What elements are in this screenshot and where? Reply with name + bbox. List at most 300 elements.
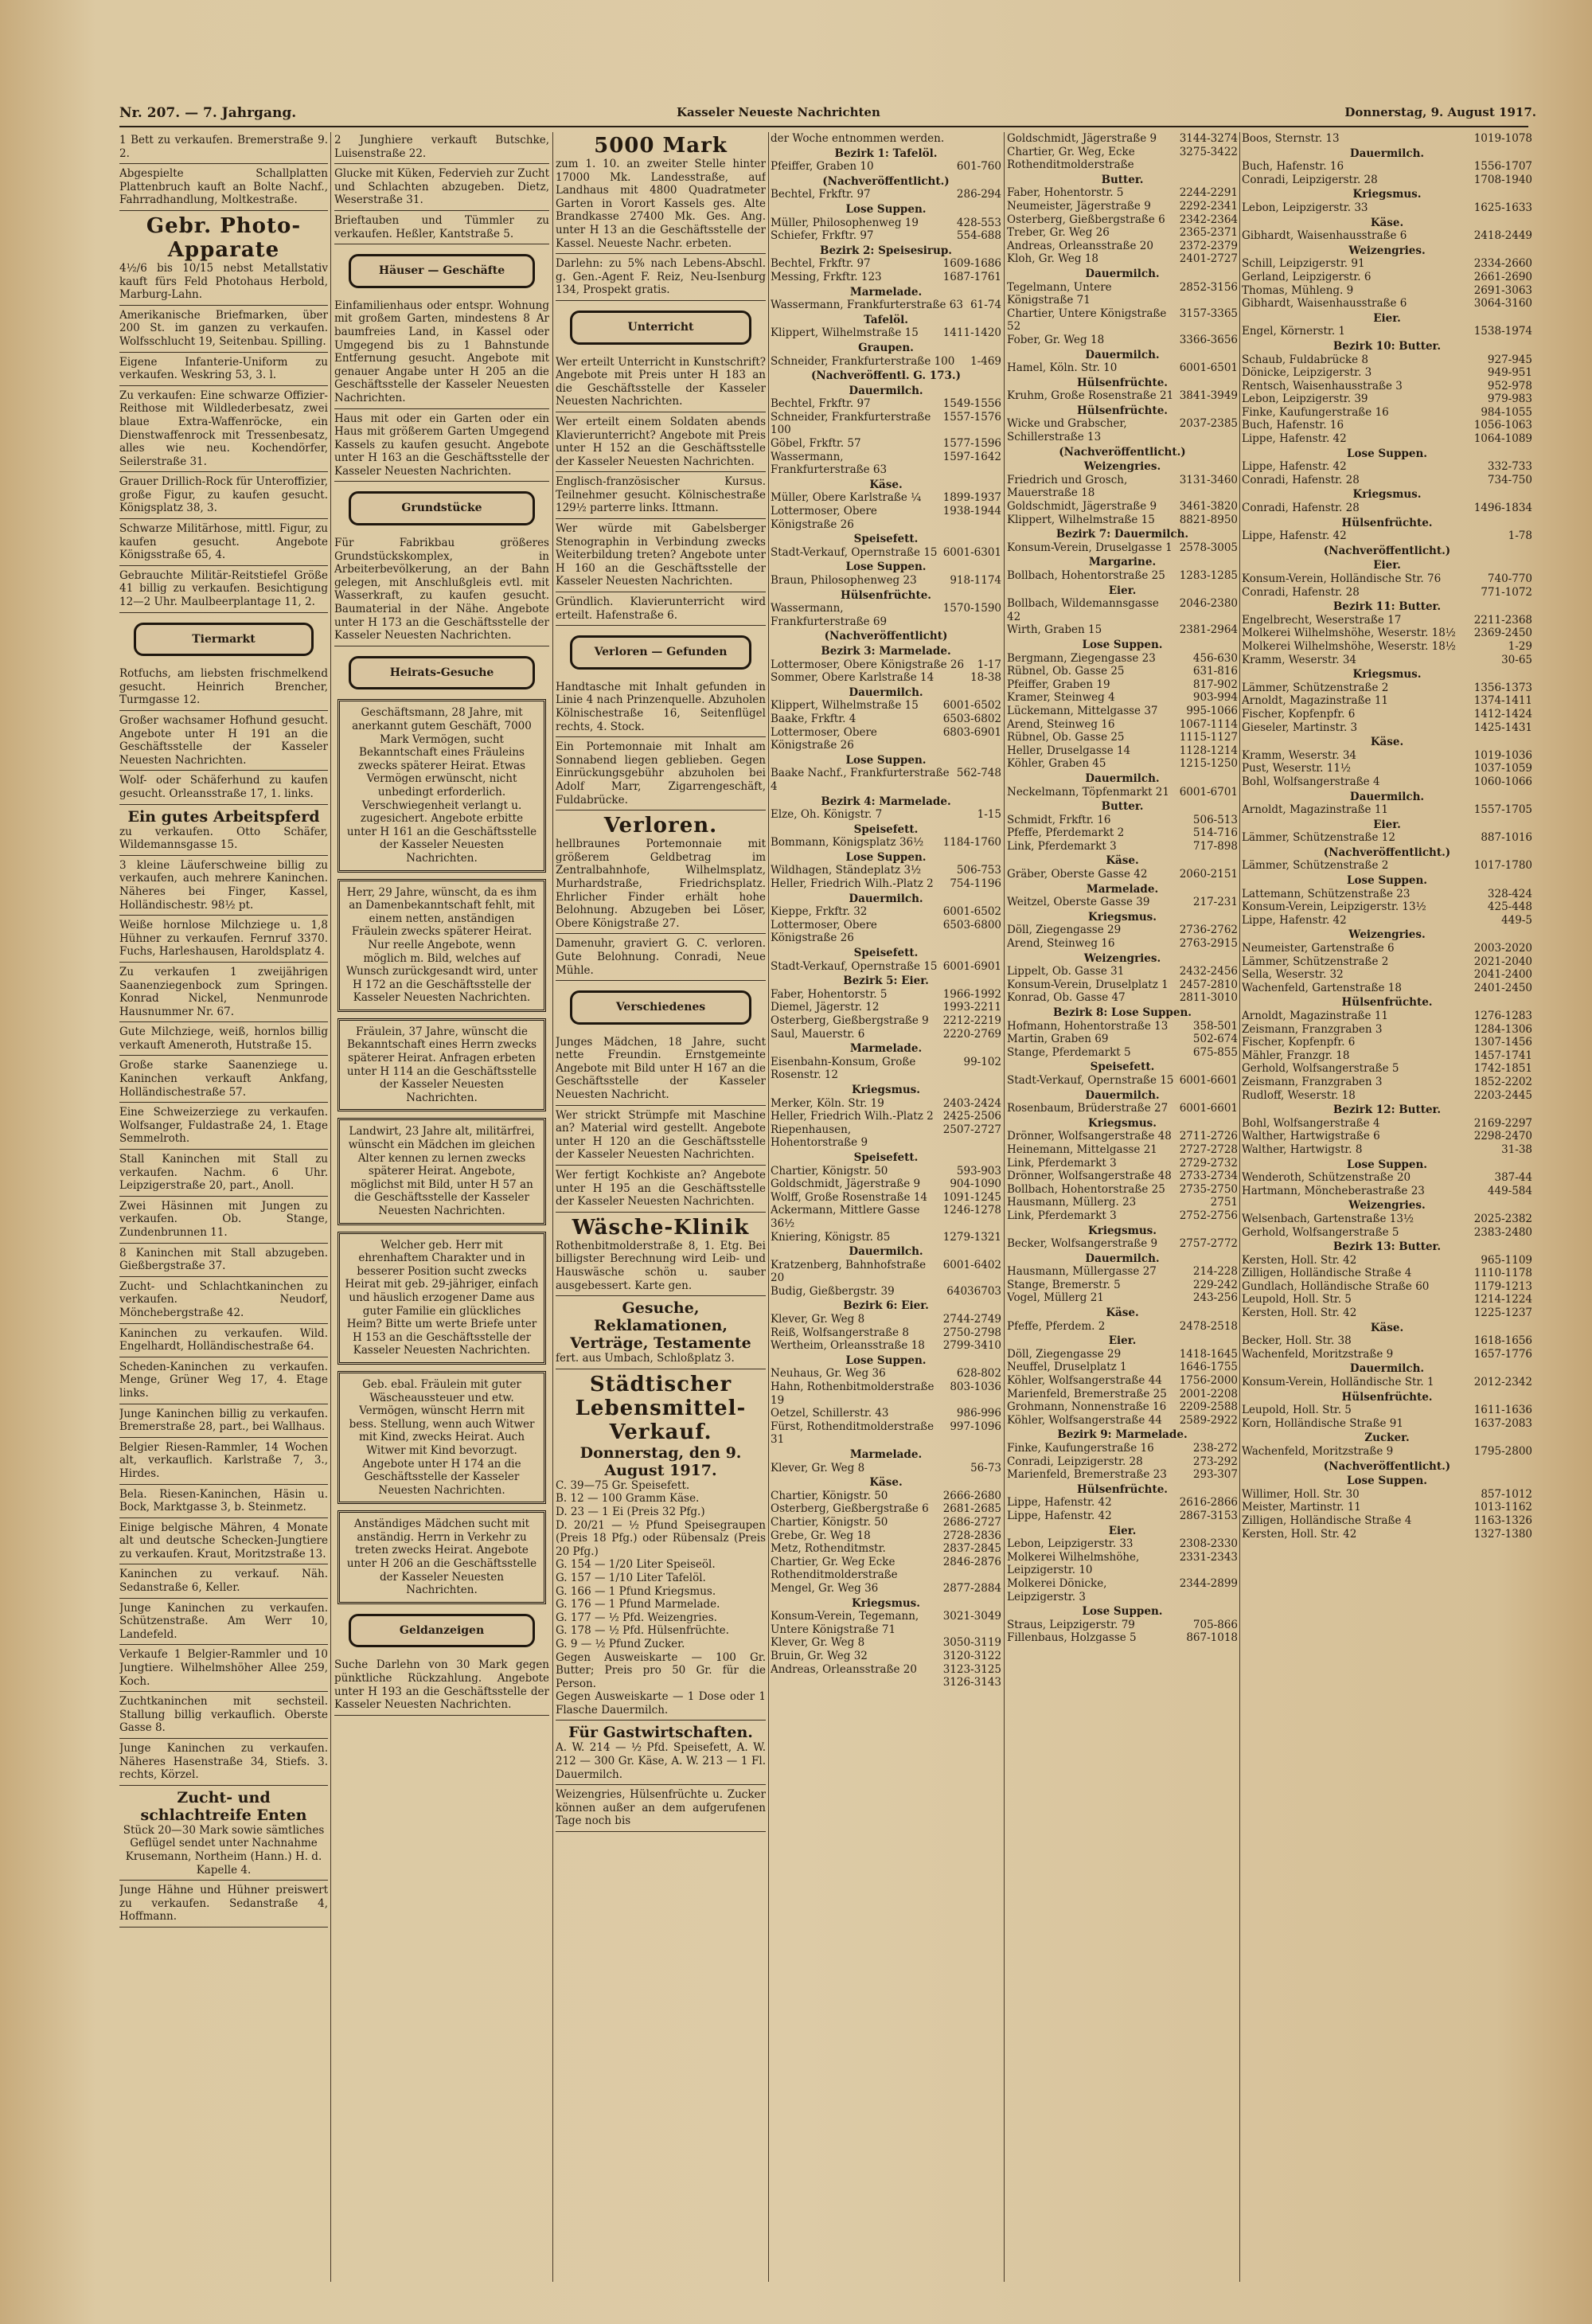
list-item xyxy=(771,257,1001,271)
vendor-name: Lottermoser, Obere Königstraße 26 xyxy=(771,918,877,945)
column-4 xyxy=(771,132,1001,2282)
list-item xyxy=(1242,721,1532,735)
vendor-name: Kersten, Holl. Str. 42 xyxy=(1242,1307,1357,1320)
list-item xyxy=(771,1556,1001,1582)
list-item xyxy=(1242,432,1532,446)
number-range: 803-1036 xyxy=(950,1381,1001,1394)
vendor-name: Bechtel, Frkftr. 97 xyxy=(771,257,871,271)
vendor-name: Arnoldt, Magazinstraße 11 xyxy=(1242,803,1389,817)
number-range: 3841-3949 xyxy=(1179,389,1238,403)
vendor-name: Tegelmann, Untere Königstraße 71 xyxy=(1007,280,1112,307)
vendor-name: Molkerei Dönicke, Leipzigerstr. 3 xyxy=(1007,1576,1107,1603)
ration-distribution-list xyxy=(1007,132,1238,1645)
number-range: 3064-3160 xyxy=(1473,297,1532,311)
vendor-name: Willimer, Holl. Str. 30 xyxy=(1242,1487,1360,1501)
category-heading: Butter. xyxy=(1101,800,1144,814)
list-item xyxy=(1007,924,1238,937)
number-range: 2751 xyxy=(1210,1196,1238,1209)
vendor-name: Pfeiffer, Graben 19 xyxy=(1007,678,1110,691)
classified-ad: Für Fabrikbau größeres Grundstückskomplex, in Arbeiterbevölkerung, an der Bahn gelegen, mit Anschlußgleis evtl. mit Wasserkraft, zu kaufen gesucht. Baumaterial in der Nähe. Angebote unter H 173 an die Geschäftsstelle der Kasseler Neuesten Nachrichten. xyxy=(334,535,549,646)
vendor-name: Boos, Sternstr. 13 xyxy=(1242,132,1340,145)
number-range: 1557-1705 xyxy=(1473,803,1532,817)
number-range: 1556-1707 xyxy=(1473,160,1532,174)
classified-ad: Weizengries, Hülsenfrüchte u. Zucker können außer an dem aufgerufenen Tage noch bis xyxy=(556,1787,766,1832)
list-item xyxy=(1007,937,1238,951)
category-heading: Lose Suppen. xyxy=(1082,1605,1163,1619)
vendor-name: Gibhardt, Waisenhausstraße 6 xyxy=(1242,297,1407,311)
number-range: 628-802 xyxy=(956,1367,1001,1381)
category-heading: Käse. xyxy=(869,478,903,491)
list-item xyxy=(1242,460,1532,474)
number-range: 1163-1326 xyxy=(1473,1514,1532,1527)
classified-ad: Zu verkaufen: Eine schwarze Offizier-Reithose mit Wildlederbesatz, zwei blaue Extra-Waffenröcke, ein Dienstwaffenrock mit Tressenbesatz, alles wie neu. Kochendörfer, Seilerstraße 31. xyxy=(119,388,328,473)
ration-item: G. 177 — ½ Pfd. Weizengries. xyxy=(556,1611,717,1624)
vendor-name: Rudloff, Weserstr. 18 xyxy=(1242,1088,1356,1102)
list-item xyxy=(1242,201,1532,215)
number-range: 332-733 xyxy=(1487,460,1532,474)
number-range: 2752-2756 xyxy=(1179,1209,1238,1222)
list-item xyxy=(1242,1130,1532,1143)
vendor-name: Göbel, Frkftr. 57 xyxy=(771,437,861,451)
number-range: 1019-1036 xyxy=(1473,748,1532,762)
number-range: 995-1066 xyxy=(1186,704,1238,717)
number-range: 554-688 xyxy=(956,229,1001,243)
vendor-name: Mähler, Franzgr. 18 xyxy=(1242,1049,1350,1062)
vendor-name: Bruin, Gr. Weg 32 xyxy=(771,1649,868,1662)
column-divider xyxy=(1239,132,1240,2282)
number-range: 2867-3153 xyxy=(1179,1509,1238,1522)
list-item xyxy=(771,1516,1001,1529)
vendor-name: Döll, Ziegengasse 29 xyxy=(1007,924,1122,937)
list-item xyxy=(771,160,1001,174)
number-range: 2686-2727 xyxy=(942,1515,1001,1529)
number-range: 1570-1590 xyxy=(942,602,1001,615)
ad-text: Rothenbitmolderstraße 8, 1. Etg. Bei billigster Berechnung wird Leib- und Hauswäsche schön u. sauber ausgebessert. Karte gen. xyxy=(556,1239,766,1292)
vendor-name: Konsum-Verein, Holländische Str. 76 xyxy=(1242,572,1442,585)
list-item xyxy=(1007,1033,1238,1046)
vendor-name: Rübnel, Ob. Gasse 25 xyxy=(1007,665,1125,678)
number-range: 449-584 xyxy=(1487,1184,1532,1197)
list-item xyxy=(771,437,1001,451)
category-heading: Kriegsmus. xyxy=(1352,488,1422,502)
vendor-name: Conradi, Hafenstr. 28 xyxy=(1242,473,1360,486)
list-item xyxy=(1242,419,1532,432)
number-range: 979-983 xyxy=(1487,393,1532,406)
list-item xyxy=(1007,1388,1238,1401)
list-item xyxy=(1242,1293,1532,1307)
number-range: 2744-2749 xyxy=(942,1313,1001,1326)
vendor-name: Köhler, Wolfsangerstraße 44 xyxy=(1007,1374,1162,1388)
number-range: 61-74 xyxy=(970,299,1001,312)
number-range: 1013-1162 xyxy=(1473,1501,1532,1514)
classified-ad: Belgier Riesen-Rammler, 14 Wochen alt, verkauflich. Karlstraße 7, 3., Hirdes. xyxy=(119,1439,328,1485)
number-range: 6001-6502 xyxy=(942,905,1001,919)
category-heading: Tafelöl. xyxy=(864,313,908,326)
number-range: 3157-3365 xyxy=(1179,307,1238,320)
list-item xyxy=(1242,284,1532,298)
vendor-name: Wassermann, Frankfurterstraße 69 xyxy=(771,602,888,628)
list-item xyxy=(1007,307,1238,334)
number-range: 952-978 xyxy=(1487,379,1532,393)
ration-item: G. 154 — 1/20 Liter Speiseöl. xyxy=(556,1558,716,1572)
vendor-name: Chartier, Gr. Weg, Ecke Rothenditmolderstraße xyxy=(1007,145,1135,172)
vendor-name: Conradi, Leipzigerstr. 28 xyxy=(1007,1455,1143,1468)
number-range: 2589-2922 xyxy=(1179,1413,1238,1427)
list-item xyxy=(1007,1020,1238,1033)
list-item xyxy=(1242,1445,1532,1459)
list-item xyxy=(771,1502,1001,1516)
list-item xyxy=(1007,665,1238,678)
vendor-name: Müller, Obere Karlstraße ¼ xyxy=(771,491,922,505)
vendor-name: Chartier, Gr. Weg Ecke Rothenditmolderstraße xyxy=(771,1555,898,1582)
list-item xyxy=(771,658,1001,672)
classified-ad: Zwei Häsinnen mit Jungen zu verkaufen. Ob. Stange, Zundenbrunnen 11. xyxy=(119,1198,328,1244)
classified-ad: Zu verkaufen 1 zweijährigen Saanenziegenbock zum Springen. Konrad Nickel, Nenmunrode Hausnummer Nr. 67. xyxy=(119,964,328,1022)
vendor-name: Marienfeld, Bremerstraße 25 xyxy=(1007,1387,1167,1400)
classified-ad: Geb. ebal. Fräulein mit guter Wäscheaussteuer und etw. Vermögen, wünscht Herrn mit bess. Stellung, wenn auch Witwer mit Kind, zwecks Heirat. Auch Witwer mit Kind bevorzugt. Angebote unter H 174 an die Geschäftsstelle der Kasseler Neuesten Nachrichten. xyxy=(338,1371,546,1504)
vendor-name: Fober, Gr. Weg 18 xyxy=(1007,333,1105,346)
classified-ad: Junge Kaninchen zu verkaufen. Schützenstraße. Am Werr 10, Landefeld. xyxy=(119,1600,328,1646)
ration-item-list xyxy=(556,1479,766,1717)
column-divider xyxy=(552,132,553,2282)
classified-ad: Brieftauben und Tümmler zu verkaufen. Heßler, Kantstraße 5. xyxy=(334,213,549,244)
category-heading: Marmelade. xyxy=(849,285,923,299)
ad-headline: Wäsche-Klinik xyxy=(572,1215,750,1240)
number-range: 2425-2506 xyxy=(942,1110,1001,1123)
number-range: 1938-1944 xyxy=(942,505,1001,518)
vendor-name: Konsum-Verein, Druselplatz 1 xyxy=(1007,978,1169,991)
vendor-name: Merker, Köln. Str. 19 xyxy=(771,1096,884,1110)
list-item xyxy=(771,726,1001,752)
vendor-name: Stange, Bremerstr. 5 xyxy=(1007,1278,1121,1291)
number-range: 1115-1127 xyxy=(1179,731,1238,744)
number-range: 1742-1851 xyxy=(1473,1062,1532,1076)
vendor-name: Köhler, Graben 45 xyxy=(1007,757,1106,771)
vendor-name: Bollbach, Wildemannsgasse 42 xyxy=(1007,597,1159,623)
number-range: 867-1018 xyxy=(1186,1631,1238,1645)
category-heading: Dauermilch. xyxy=(849,892,923,905)
number-range: 1618-1656 xyxy=(1473,1334,1532,1348)
list-item xyxy=(1007,1577,1238,1603)
vendor-name: Goldschmidt, Jägerstraße 9 xyxy=(1007,132,1157,145)
ration-item: G. 166 — 1 Pfund Kriegsmus. xyxy=(556,1584,716,1598)
ad-headline: Ein gutes Arbeitspferd xyxy=(127,807,320,826)
number-range: 2735-2750 xyxy=(1179,1182,1238,1196)
list-item xyxy=(771,451,1001,477)
category-heading: Butter. xyxy=(1101,173,1144,186)
number-range: 2478-2518 xyxy=(1179,1319,1238,1333)
vendor-name: Konsum-Verein, Tegemann, Untere Königstraße 71 xyxy=(771,1610,919,1636)
classified-ad: Junge Hähne und Hühner preiswert zu verkaufen. Sedanstraße 4, Hoffmann. xyxy=(119,1882,328,1928)
list-item xyxy=(1242,160,1532,174)
vendor-name: Kruhm, Große Rosenstraße 21 xyxy=(1007,389,1174,403)
vendor-name: Bollbach, Hohentorstraße 25 xyxy=(1007,1182,1165,1196)
category-heading: (Nachveröffentlicht.) xyxy=(1323,1459,1451,1473)
category-heading: Kriegsmus. xyxy=(1087,910,1157,924)
number-range: 2308-2330 xyxy=(1179,1537,1238,1551)
vendor-name: Fillenbaus, Holzgasse 5 xyxy=(1007,1631,1137,1645)
list-item xyxy=(771,299,1001,312)
list-item xyxy=(1007,1374,1238,1388)
classified-ad: 3 kleine Läuferschweine billig zu verkaufen, auch mehrere Kaninchen. Näheres bei Finger, Kassel, Holländischestr. 98½ pt. xyxy=(119,857,328,916)
list-item xyxy=(771,767,1001,793)
vendor-name: Andreas, Orleansstraße 20 xyxy=(771,1662,917,1676)
list-item xyxy=(771,411,1001,437)
list-item xyxy=(771,864,1001,877)
vendor-name: Hahn, Rothenbitmolderstraße 19 xyxy=(771,1381,935,1407)
number-range: 3131-3460 xyxy=(1179,473,1238,486)
number-range: 1179-1213 xyxy=(1473,1279,1532,1293)
number-range: 1283-1285 xyxy=(1179,569,1238,582)
number-range: 2728-2836 xyxy=(942,1529,1001,1542)
category-heading: Kriegsmus. xyxy=(1087,1224,1157,1237)
issue-number: Nr. 207. — 7. Jahrgang. xyxy=(119,105,297,121)
vendor-name: Lämmer, Schützenstraße 12 xyxy=(1242,831,1395,845)
list-item xyxy=(1242,654,1532,667)
number-range: 425-448 xyxy=(1487,900,1532,914)
classified-ad: Wer erteilt einem Soldaten abends Klavierunterricht? Angebote mit Preis unter H 152 an die Geschäftsstelle der Kasseler Neuesten Nachrichten. xyxy=(556,414,766,472)
number-range: 1496-1834 xyxy=(1473,502,1532,515)
list-item xyxy=(1007,1143,1238,1157)
list-item xyxy=(1007,678,1238,692)
ad-text: 4½/6 bis 10/15 nebst Metallstativ kauft fürs Feld Photohaus Herbold, Marburg-Lahn. xyxy=(119,261,328,302)
number-range: 754-1196 xyxy=(950,877,1001,891)
number-range: 2616-2866 xyxy=(1179,1496,1238,1510)
category-heading: Käse. xyxy=(1106,854,1139,868)
vendor-name: Klippert, Wilhelmstraße 15 xyxy=(771,326,919,340)
list-item xyxy=(1007,1442,1238,1455)
list-item xyxy=(771,1028,1001,1041)
classified-ad: Wer würde mit Gabelsberger Stenographin in Verbindung zwecks Weiterbildung treten? Angebote unter H 160 an die Geschäftsstelle der Kasseler Neuesten Nachrichten. xyxy=(556,521,766,592)
list-item xyxy=(1242,586,1532,600)
category-heading: Zucker. xyxy=(1364,1432,1410,1445)
vendor-name: Bohl, Wolfsangerstraße 4 xyxy=(1242,1116,1380,1130)
ad-text: hellbraunes Portemonnaie mit größerem Geldbetrag im Zentralbahnhofe, Wilhelmsplatz, Murhardstraße, Friedrichsplatz. Ehrlicher Finder erhält hohe Belohnung. Abzugeben bei Löser, Obere Königstraße 27. xyxy=(556,838,766,930)
classified-ad: 8 Kaninchen mit Stall abzugeben. Gießbergstraße 37. xyxy=(119,1245,328,1277)
column-1 xyxy=(119,132,328,2282)
number-range: 857-1012 xyxy=(1481,1487,1532,1501)
list-item xyxy=(1007,1196,1238,1209)
number-range: 2507-2727 xyxy=(942,1123,1001,1136)
list-item xyxy=(1242,406,1532,420)
category-heading: Kriegsmus. xyxy=(1352,668,1422,682)
classified-ad: Rotfuchs, am liebsten frischmelkend gesucht. Heinrich Brencher, Turmgasse 12. xyxy=(119,666,328,711)
list-item xyxy=(1007,705,1238,718)
list-item xyxy=(771,326,1001,340)
category-heading: (Nachveröffentl. G. 173.) xyxy=(810,369,962,383)
list-item xyxy=(1007,252,1238,266)
number-range: 64036703 xyxy=(946,1284,1001,1298)
number-range: 2292-2341 xyxy=(1179,199,1238,213)
number-range: 2711-2726 xyxy=(1179,1130,1238,1143)
number-range: 1611-1636 xyxy=(1473,1404,1532,1417)
vendor-name: Andreas, Orleansstraße 20 xyxy=(1007,239,1153,252)
list-item xyxy=(1242,762,1532,775)
number-range: 2209-2588 xyxy=(1179,1400,1238,1414)
list-item xyxy=(1007,361,1238,375)
vendor-name: Pfeffe, Pferdemarkt 2 xyxy=(1007,826,1125,840)
vendor-name: Müller, Philosophenweg 19 xyxy=(771,216,919,229)
vendor-name: Leupold, Holl. Str. 5 xyxy=(1242,1404,1352,1417)
ration-item: D. 23 — 1 Ei (Preis 32 Pfg.) xyxy=(556,1505,705,1518)
classified-ad: Gründlich. Klavierunterricht wird erteilt. Hafenstraße 6. xyxy=(556,594,766,626)
number-range: 927-945 xyxy=(1487,353,1532,366)
category-heading: Bezirk 12: Butter. xyxy=(1333,1103,1442,1117)
ad-headline: 5000 Mark xyxy=(594,134,728,158)
category-heading: Eier. xyxy=(1108,1334,1137,1348)
number-range: 8821-8950 xyxy=(1179,513,1238,526)
number-range: 1374-1411 xyxy=(1473,694,1532,708)
list-item xyxy=(1007,334,1238,347)
category-heading: Käse. xyxy=(869,1476,903,1490)
classified-ad: Junges Mädchen, 18 Jahre, sucht nette Freundin. Ernstgemeinte Angebote mit Bild unter H 167 an die Geschäftsstelle der Kasseler Neuesten Nachricht. xyxy=(556,1034,766,1106)
number-range: 1577-1596 xyxy=(942,437,1001,451)
category-heading: Lose Suppen. xyxy=(845,1353,927,1367)
list-item xyxy=(771,1259,1001,1285)
list-item xyxy=(771,1165,1001,1178)
vendor-name: Arnoldt, Magazinstraße 11 xyxy=(1242,694,1389,708)
vendor-name: Stadt-Verkauf, Opernstraße 15 xyxy=(771,545,938,559)
list-item xyxy=(1242,1185,1532,1198)
section-heading-box: Geldanzeigen xyxy=(349,1614,535,1648)
section-heading-box: Häuser — Geschäfte xyxy=(349,254,535,288)
classified-ad xyxy=(119,1787,328,1881)
vendor-name: Dönicke, Leipzigerstr. 3 xyxy=(1242,366,1372,380)
category-heading: Dauermilch. xyxy=(1085,1252,1160,1265)
vendor-name: Stadt-Verkauf, Opernstraße 15 xyxy=(1007,1073,1174,1087)
vendor-name: Drönner, Wolfsangerstraße 48 xyxy=(1007,1130,1172,1143)
list-item xyxy=(1007,623,1238,637)
ad-headline: Gesuche, Reklamationen, Verträge, Testamente xyxy=(570,1299,751,1353)
ad-headline: Zucht- und schlachtreife Enten xyxy=(140,1788,307,1824)
classified-ad: Glucke mit Küken, Federvieh zur Zucht und Schlachten abzugeben. Dietz, Weserstraße 31. xyxy=(334,166,549,211)
column-3 xyxy=(556,132,766,2282)
vendor-name: Budig, Gießbergstr. 39 xyxy=(771,1284,895,1298)
number-range: 2298-2470 xyxy=(1473,1130,1532,1143)
vendor-name: Korn, Holländische Straße 91 xyxy=(1242,1416,1403,1430)
number-range: 1795-2800 xyxy=(1473,1445,1532,1458)
classified-ad xyxy=(556,1298,766,1369)
number-range: 2046-2380 xyxy=(1179,597,1238,611)
classified-ad: Einfamilienhaus oder entspr. Wohnung mit großem Garten, mindestens 8 Ar baumfreies Land, in Kassel oder Umgegend bis zu 1 Bahnstunde Entfernung gesucht. Angebote mit genauer Angabe unter H 205 an die Geschäftsstelle der Kasseler Neuesten Nachrichten. xyxy=(334,298,549,409)
ad-text: Stück 20—30 Mark sowie sämtliches Geflügel sendet unter Nachnahme Krusemann, Northeim (Hann.) H. d. Kapelle 4. xyxy=(123,1823,325,1877)
list-item xyxy=(771,1407,1001,1420)
number-range: 965-1109 xyxy=(1481,1253,1532,1267)
vendor-name: Grohmann, Nonnenstraße 16 xyxy=(1007,1400,1167,1414)
number-range: 562-748 xyxy=(956,767,1001,780)
list-item xyxy=(1007,718,1238,732)
classified-ad xyxy=(556,1722,766,1785)
number-range: 6001-6501 xyxy=(1179,361,1238,375)
vendor-name: Eisenbahn-Konsum, Große Rosenstr. 12 xyxy=(771,1055,916,1082)
vendor-name: Zilligen, Holländische Straße 4 xyxy=(1242,1267,1412,1280)
number-range: 3050-3119 xyxy=(942,1636,1001,1650)
number-range: 1-29 xyxy=(1508,639,1532,653)
classified-ad: Junge Kaninchen zu verkaufen. Näheres Hasenstraße 34, Stiefs. 3. rechts, Körzel. xyxy=(119,1740,328,1786)
classified-ad: Fräulein, 37 Jahre, wünscht die Bekanntschaft eines Herrn zwecks späterer Heirat. Anfragen erbeten unter H 114 an die Geschäftsstelle der Kasseler Neuesten Nachrichten. xyxy=(338,1018,546,1112)
vendor-name: Rentsch, Waisenhausstraße 3 xyxy=(1242,379,1403,393)
list-item xyxy=(771,808,1001,822)
vendor-name: Lebon, Leipzigerstr. 33 xyxy=(1242,201,1368,214)
number-range: 2578-3005 xyxy=(1179,541,1238,554)
list-item xyxy=(1242,982,1532,995)
vendor-name: Fischer, Kopfenpfr. 6 xyxy=(1242,707,1356,721)
number-range: 293-307 xyxy=(1192,1468,1238,1482)
list-item xyxy=(1242,1010,1532,1023)
category-heading: Speisefett. xyxy=(853,1150,919,1164)
list-item xyxy=(1007,1209,1238,1223)
number-range: 3021-3049 xyxy=(942,1610,1001,1623)
notice-headline: Städtischer Lebensmittel-Verkauf. xyxy=(575,1372,747,1444)
vendor-name: Kloh, Gr. Weg 18 xyxy=(1007,252,1099,266)
number-range: 675-855 xyxy=(1192,1045,1238,1059)
vendor-name: Reiß, Wolfsangerstraße 8 xyxy=(771,1326,909,1339)
vendor-name: Heinemann, Mittelgasse 21 xyxy=(1007,1142,1157,1156)
category-heading: Hülsenfrüchte. xyxy=(1341,996,1433,1010)
number-range: 1-17 xyxy=(977,658,1001,671)
number-range: 3366-3656 xyxy=(1179,333,1238,346)
vendor-name: Gerland, Leipzigerstr. 6 xyxy=(1242,270,1372,283)
column-divider xyxy=(768,132,769,2282)
number-range: 1-78 xyxy=(1508,529,1532,543)
vendor-name: Kratzenberg, Bahnhofstraße 20 xyxy=(771,1258,927,1285)
vendor-name: Stadt-Verkauf, Opernstraße 15 xyxy=(771,959,938,973)
list-item xyxy=(1007,1074,1238,1088)
number-range: 2799-3410 xyxy=(942,1339,1001,1353)
category-heading: Dauermilch. xyxy=(1085,1088,1160,1102)
vendor-name: Braun, Philosophenweg 23 xyxy=(771,574,917,587)
list-item xyxy=(771,988,1001,1002)
classified-ad: Wer strickt Strümpfe mit Maschine an? Material wird gestellt. Angebote unter H 120 an die Geschäftsstelle der Kasseler Neuesten Nachrichten. xyxy=(556,1107,766,1166)
classified-ad: Damenuhr, graviert G. C. verloren. Gute Belohnung. Conradi, Neue Mühle. xyxy=(556,935,766,981)
ration-item: G. 176 — 1 Pfund Marmelade. xyxy=(556,1598,720,1611)
vendor-name: Schneider, Frankfurterstraße 100 xyxy=(771,410,931,437)
list-item xyxy=(771,713,1001,726)
classified-ad: Abgespielte Schallplatten Plattenbruch kauft an Bolte Nachf., Fahrradhandlung, Moltkestraße. xyxy=(119,166,328,211)
classified-ad: Wer erteilt Unterricht in Kunstschrift? Angebote mit Preis unter H 183 an die Geschäftsstelle der Kasseler Neuesten Nachrichten. xyxy=(556,354,766,412)
number-range: 6001-6601 xyxy=(1179,1073,1238,1087)
list-item xyxy=(1007,213,1238,227)
number-range: 2846-2876 xyxy=(942,1555,1001,1568)
list-item xyxy=(1242,366,1532,380)
list-item xyxy=(1007,569,1238,583)
ration-item: G. 157 — 1/10 Liter Tafelöl. xyxy=(556,1571,706,1584)
list-item xyxy=(1242,353,1532,367)
category-heading: (Nachveröffentlicht.) xyxy=(1323,544,1451,557)
category-heading: Lose Suppen. xyxy=(1347,1158,1427,1171)
vendor-name: Hausmann, Müllergasse 27 xyxy=(1007,1265,1157,1279)
vendor-name: Lottermoser, Obere Königstraße 26 xyxy=(771,505,877,531)
category-heading: Käse. xyxy=(1370,736,1404,749)
list-item xyxy=(1242,1062,1532,1076)
list-item xyxy=(1242,942,1532,955)
list-item xyxy=(771,1313,1001,1326)
list-item xyxy=(771,1191,1001,1205)
number-range: 2457-2810 xyxy=(1179,978,1238,991)
classified-ad xyxy=(556,132,766,254)
list-item xyxy=(1242,1488,1532,1502)
number-range: 705-866 xyxy=(1192,1618,1238,1631)
list-item xyxy=(1007,1468,1238,1482)
masthead xyxy=(119,102,1552,124)
vendor-name: Wolff, Große Rosenstraße 14 xyxy=(771,1190,927,1204)
category-heading: Margarine. xyxy=(1088,556,1157,569)
category-heading: Weizengries. xyxy=(1083,460,1161,474)
classified-ad: Landwirt, 23 Jahre alt, militärfrei, wünscht ein Mädchen im gleichen Alter kennen zu lernen zwecks späterer Heirat. Angebote, möglichst mit Bild, unter H 57 an die Geschäftsstelle der Kasseler Neuesten Nachrichten. xyxy=(338,1118,546,1224)
vendor-name: Heller, Friedrich Wilh.-Platz 2 xyxy=(771,877,934,891)
list-item xyxy=(771,188,1001,201)
list-item xyxy=(771,1110,1001,1123)
